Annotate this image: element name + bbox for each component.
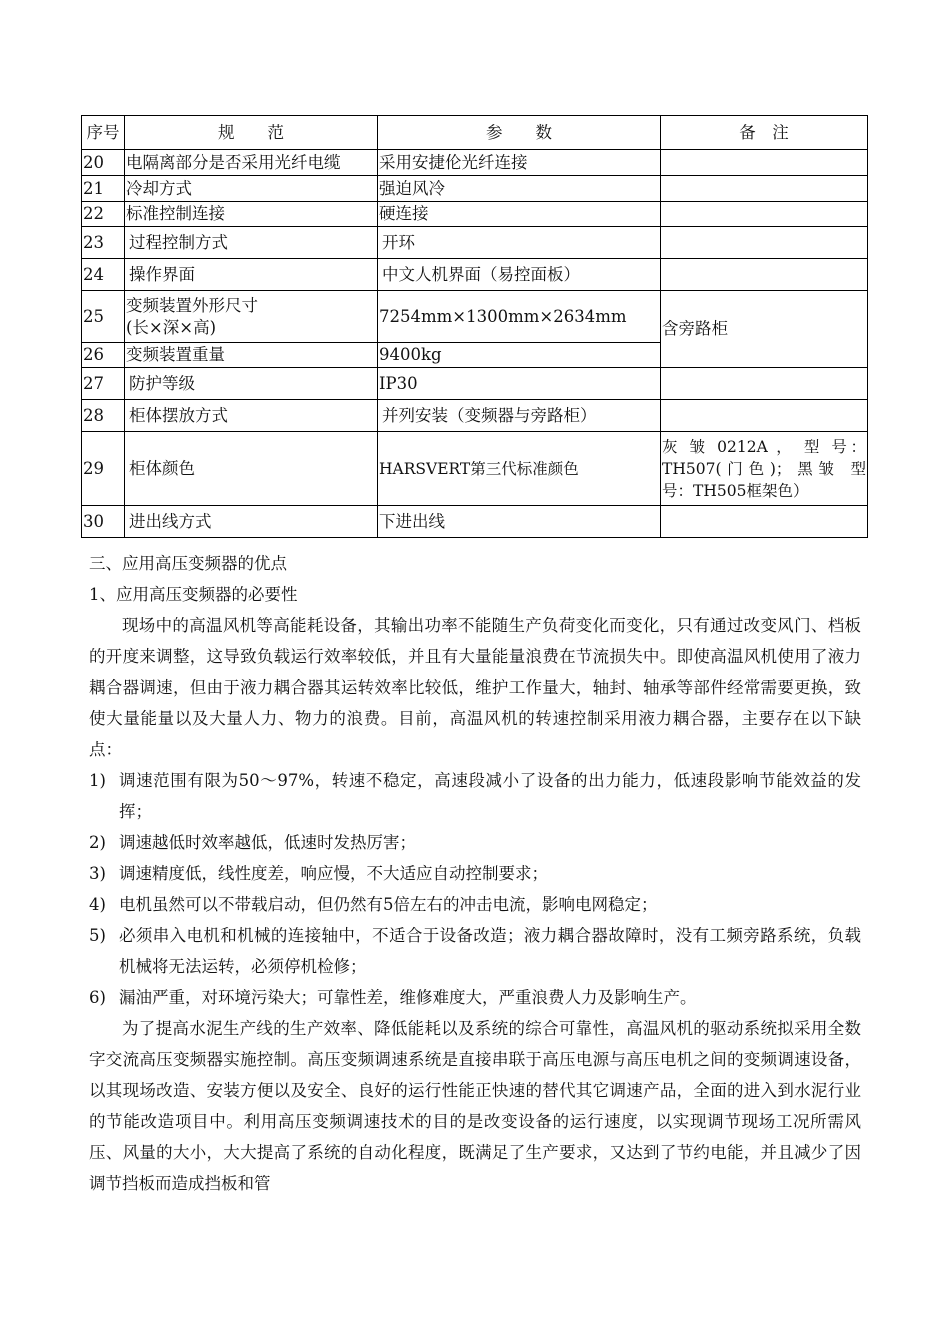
header-note: 备 注 [661, 116, 868, 150]
row-param: 开环 [378, 227, 661, 259]
table-row [82, 368, 868, 400]
table-row [82, 176, 868, 202]
section-title: 三、应用高压变频器的优点 [89, 554, 287, 573]
list-number: 4) [89, 895, 106, 914]
row-note [661, 259, 868, 291]
list-text: 调速范围有限为50～97%，转速不稳定，高速段减小了设备的出力能力，低速段影响节能效益的发挥； [119, 771, 861, 821]
row-note [661, 432, 868, 506]
list-item [89, 889, 861, 920]
list-text: 调速精度低，线性度差，响应慢，不大适应自动控制要求； [119, 864, 548, 883]
row-param: 中文人机界面（易控面板） [378, 259, 661, 291]
row-note [661, 150, 868, 176]
list-item [89, 920, 861, 982]
row-spec [125, 291, 378, 343]
paragraph: 为了提高水泥生产线的生产效率、降低能耗以及系统的综合可靠性，高温风机的驱动系统拟采用全数字交流高压变频器实施控制。高压变频调速系统是直接串联于高压电源与高压电机之间的变频调速设备，以其现场改造、安装方便以及安全、良好的运行性能正快速的替代其它调速产品，全面的进入到水泥行业的节能改造项目中。利用高压变频调速技术的目的是改变设备的运行速度，以实现调节现场工况所需风压、风量的大小，大大提高了系统的自动化程度，既满足了生产要求，又达到了节约电能，并且减少了因调节挡板而造成挡板和管 [89, 1019, 861, 1193]
row-param: 9400kg [378, 343, 661, 368]
spec-table [81, 115, 868, 538]
row-spec: 操作界面 [125, 259, 378, 291]
list-item [89, 858, 861, 889]
row-spec: 电隔离部分是否采用光纤电缆 [125, 150, 378, 176]
row-spec: 冷却方式 [125, 176, 378, 202]
row-note [661, 506, 868, 538]
body-text [89, 548, 861, 1199]
row-spec: 过程控制方式 [125, 227, 378, 259]
row-spec-line: (长×深×高) [126, 317, 217, 337]
list-number: 3) [89, 864, 106, 883]
row-param: HARSVERT第三代标准颜色 [378, 432, 661, 506]
row-no: 26 [82, 343, 125, 368]
row-spec: 变频装置重量 [125, 343, 378, 368]
row-no: 23 [82, 227, 125, 259]
table-row [82, 432, 868, 506]
row-note-line: 灰 皱 0212A ， 型 号： [662, 437, 866, 456]
row-note [661, 368, 868, 400]
header-spec: 规 范 [125, 116, 378, 150]
list-number: 1) [89, 771, 106, 790]
row-param: 7254mm×1300mm×2634mm [378, 291, 661, 343]
row-param: 采用安捷伦光纤连接 [378, 150, 661, 176]
row-spec-line: 变频装置外形尺寸 [126, 295, 258, 315]
row-no: 29 [82, 432, 125, 506]
subsection-title: 1、应用高压变频器的必要性 [89, 585, 298, 604]
row-note [661, 202, 868, 227]
row-note [661, 400, 868, 432]
row-spec: 标准控制连接 [125, 202, 378, 227]
row-note-line: 号：TH505框架色） [662, 481, 809, 500]
paragraph: 现场中的高温风机等高能耗设备，其输出功率不能随生产负荷变化而变化，只有通过改变风门、档板的开度来调整，这导致负载运行效率较低，并且有大量能量浪费在节流损失中。即使高温风机使用了液力耦合器调速，但由于液力耦合器其运转效率比较低，维护工作量大，轴封、轴承等部件经常需要更换，致使大量能量以及大量人力、物力的浪费。目前，高温风机的转速控制采用液力耦合器，主要存在以下缺点： [89, 616, 861, 759]
header-no: 序号 [82, 116, 125, 150]
list-number: 6) [89, 988, 106, 1007]
table-row [82, 400, 868, 432]
row-param: IP30 [378, 368, 661, 400]
table-row [82, 227, 868, 259]
row-no: 27 [82, 368, 125, 400]
row-spec: 防护等级 [125, 368, 378, 400]
table-header-row [82, 116, 868, 150]
row-param: 下进出线 [378, 506, 661, 538]
list-item [89, 982, 861, 1013]
table-row [82, 150, 868, 176]
row-no: 22 [82, 202, 125, 227]
row-param: 并列安装（变频器与旁路柜） [378, 400, 661, 432]
list-text: 调速越低时效率越低，低速时发热厉害； [119, 833, 416, 852]
list-number: 5) [89, 926, 106, 945]
table-row [82, 259, 868, 291]
row-note-line: TH507(门色)；黑皱 型 [662, 459, 866, 478]
row-note [661, 227, 868, 259]
row-spec: 柜体摆放方式 [125, 400, 378, 432]
header-param: 参 数 [378, 116, 661, 150]
list-text: 漏油严重，对环境污染大；可靠性差，维修难度大，严重浪费人力及影响生产。 [119, 988, 697, 1007]
defect-list [89, 765, 861, 1013]
table-row [82, 506, 868, 538]
row-param: 硬连接 [378, 202, 661, 227]
list-text: 电机虽然可以不带载启动，但仍然有5倍左右的冲击电流，影响电网稳定； [119, 895, 658, 914]
list-item [89, 827, 861, 858]
row-no: 30 [82, 506, 125, 538]
row-no: 21 [82, 176, 125, 202]
row-no: 20 [82, 150, 125, 176]
table-row [82, 291, 868, 343]
row-no: 25 [82, 291, 125, 343]
row-spec: 柜体颜色 [125, 432, 378, 506]
list-text: 必须串入电机和机械的连接轴中，不适合于设备改造；液力耦合器故障时，没有工频旁路系统，负载机械将无法运转，必须停机检修； [119, 926, 861, 976]
row-note [661, 176, 868, 202]
list-number: 2) [89, 833, 106, 852]
row-param: 强迫风冷 [378, 176, 661, 202]
row-no: 28 [82, 400, 125, 432]
row-spec: 进出线方式 [125, 506, 378, 538]
list-item [89, 765, 861, 827]
table-row [82, 202, 868, 227]
row-note-merged: 含旁路柜 [661, 291, 868, 368]
row-no: 24 [82, 259, 125, 291]
